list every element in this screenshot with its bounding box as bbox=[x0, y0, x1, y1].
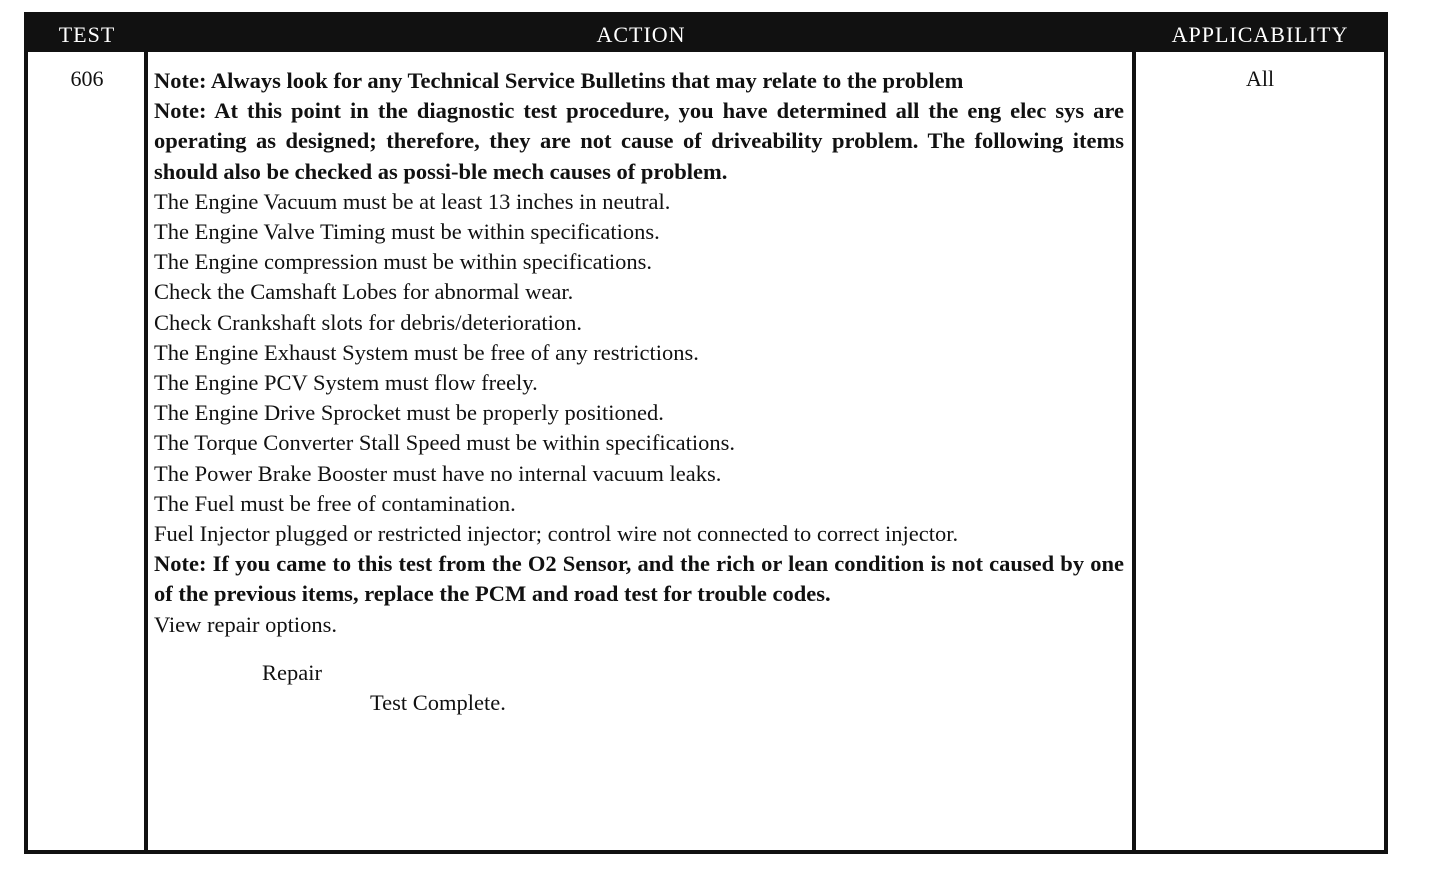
check-item: The Engine PCV System must flow freely. bbox=[154, 370, 538, 396]
applicability-value: All bbox=[1245, 66, 1275, 91]
header-applicability: APPLICABILITY bbox=[1171, 22, 1349, 47]
column-divider bbox=[1132, 52, 1136, 850]
note-o2-sensor: Note: If you came to this test from the O2 Sensor, and the rich or lean condition is not caused by one of the previous items, replace the PCM and road test for trouble codes. bbox=[154, 551, 1124, 607]
table-header bbox=[28, 16, 1384, 52]
diagnostic-table bbox=[24, 12, 1388, 854]
check-item: The Fuel must be free of contamination. bbox=[154, 490, 516, 516]
note-tsb: Note: Always look for any Technical Service Bulletins that may relate to the problem bbox=[154, 68, 964, 93]
check-item: The Engine Vacuum must be at least 13 inches in neutral. bbox=[154, 188, 671, 214]
header-action: ACTION bbox=[596, 22, 686, 47]
check-item: The Power Brake Booster must have no internal vacuum leaks. bbox=[154, 460, 722, 486]
check-item: The Engine compression must be within specifications. bbox=[154, 249, 653, 275]
check-item: The Engine Drive Sprocket must be properly positioned. bbox=[154, 400, 664, 426]
header-test: TEST bbox=[58, 22, 116, 47]
view-repair-options: View repair options. bbox=[154, 611, 337, 637]
check-item: Check the Camshaft Lobes for abnormal wear. bbox=[154, 279, 574, 305]
check-item: The Engine Exhaust System must be free of any restrictions. bbox=[154, 339, 699, 365]
repair-result: Test Complete. bbox=[370, 690, 506, 716]
check-item: Check Crankshaft slots for debris/deterioration. bbox=[154, 309, 583, 335]
check-item: The Torque Converter Stall Speed must be within specifications. bbox=[154, 430, 736, 456]
check-item: The Engine Valve Timing must be within specifications. bbox=[154, 219, 660, 245]
check-item: Fuel Injector plugged or restricted injector; control wire not connected to correct injector. bbox=[154, 521, 959, 547]
action-cell bbox=[154, 66, 1124, 718]
test-number: 606 bbox=[70, 66, 104, 91]
column-divider bbox=[144, 52, 148, 850]
note-diagnostic: Note: At this point in the diagnostic test procedure, you have determined all the eng elec sys are operating as designed; therefore, they are not cause of driveability problem. The following items should also be checked as possi-ble mech causes of problem. bbox=[154, 98, 1124, 184]
repair-label: Repair bbox=[262, 659, 322, 685]
